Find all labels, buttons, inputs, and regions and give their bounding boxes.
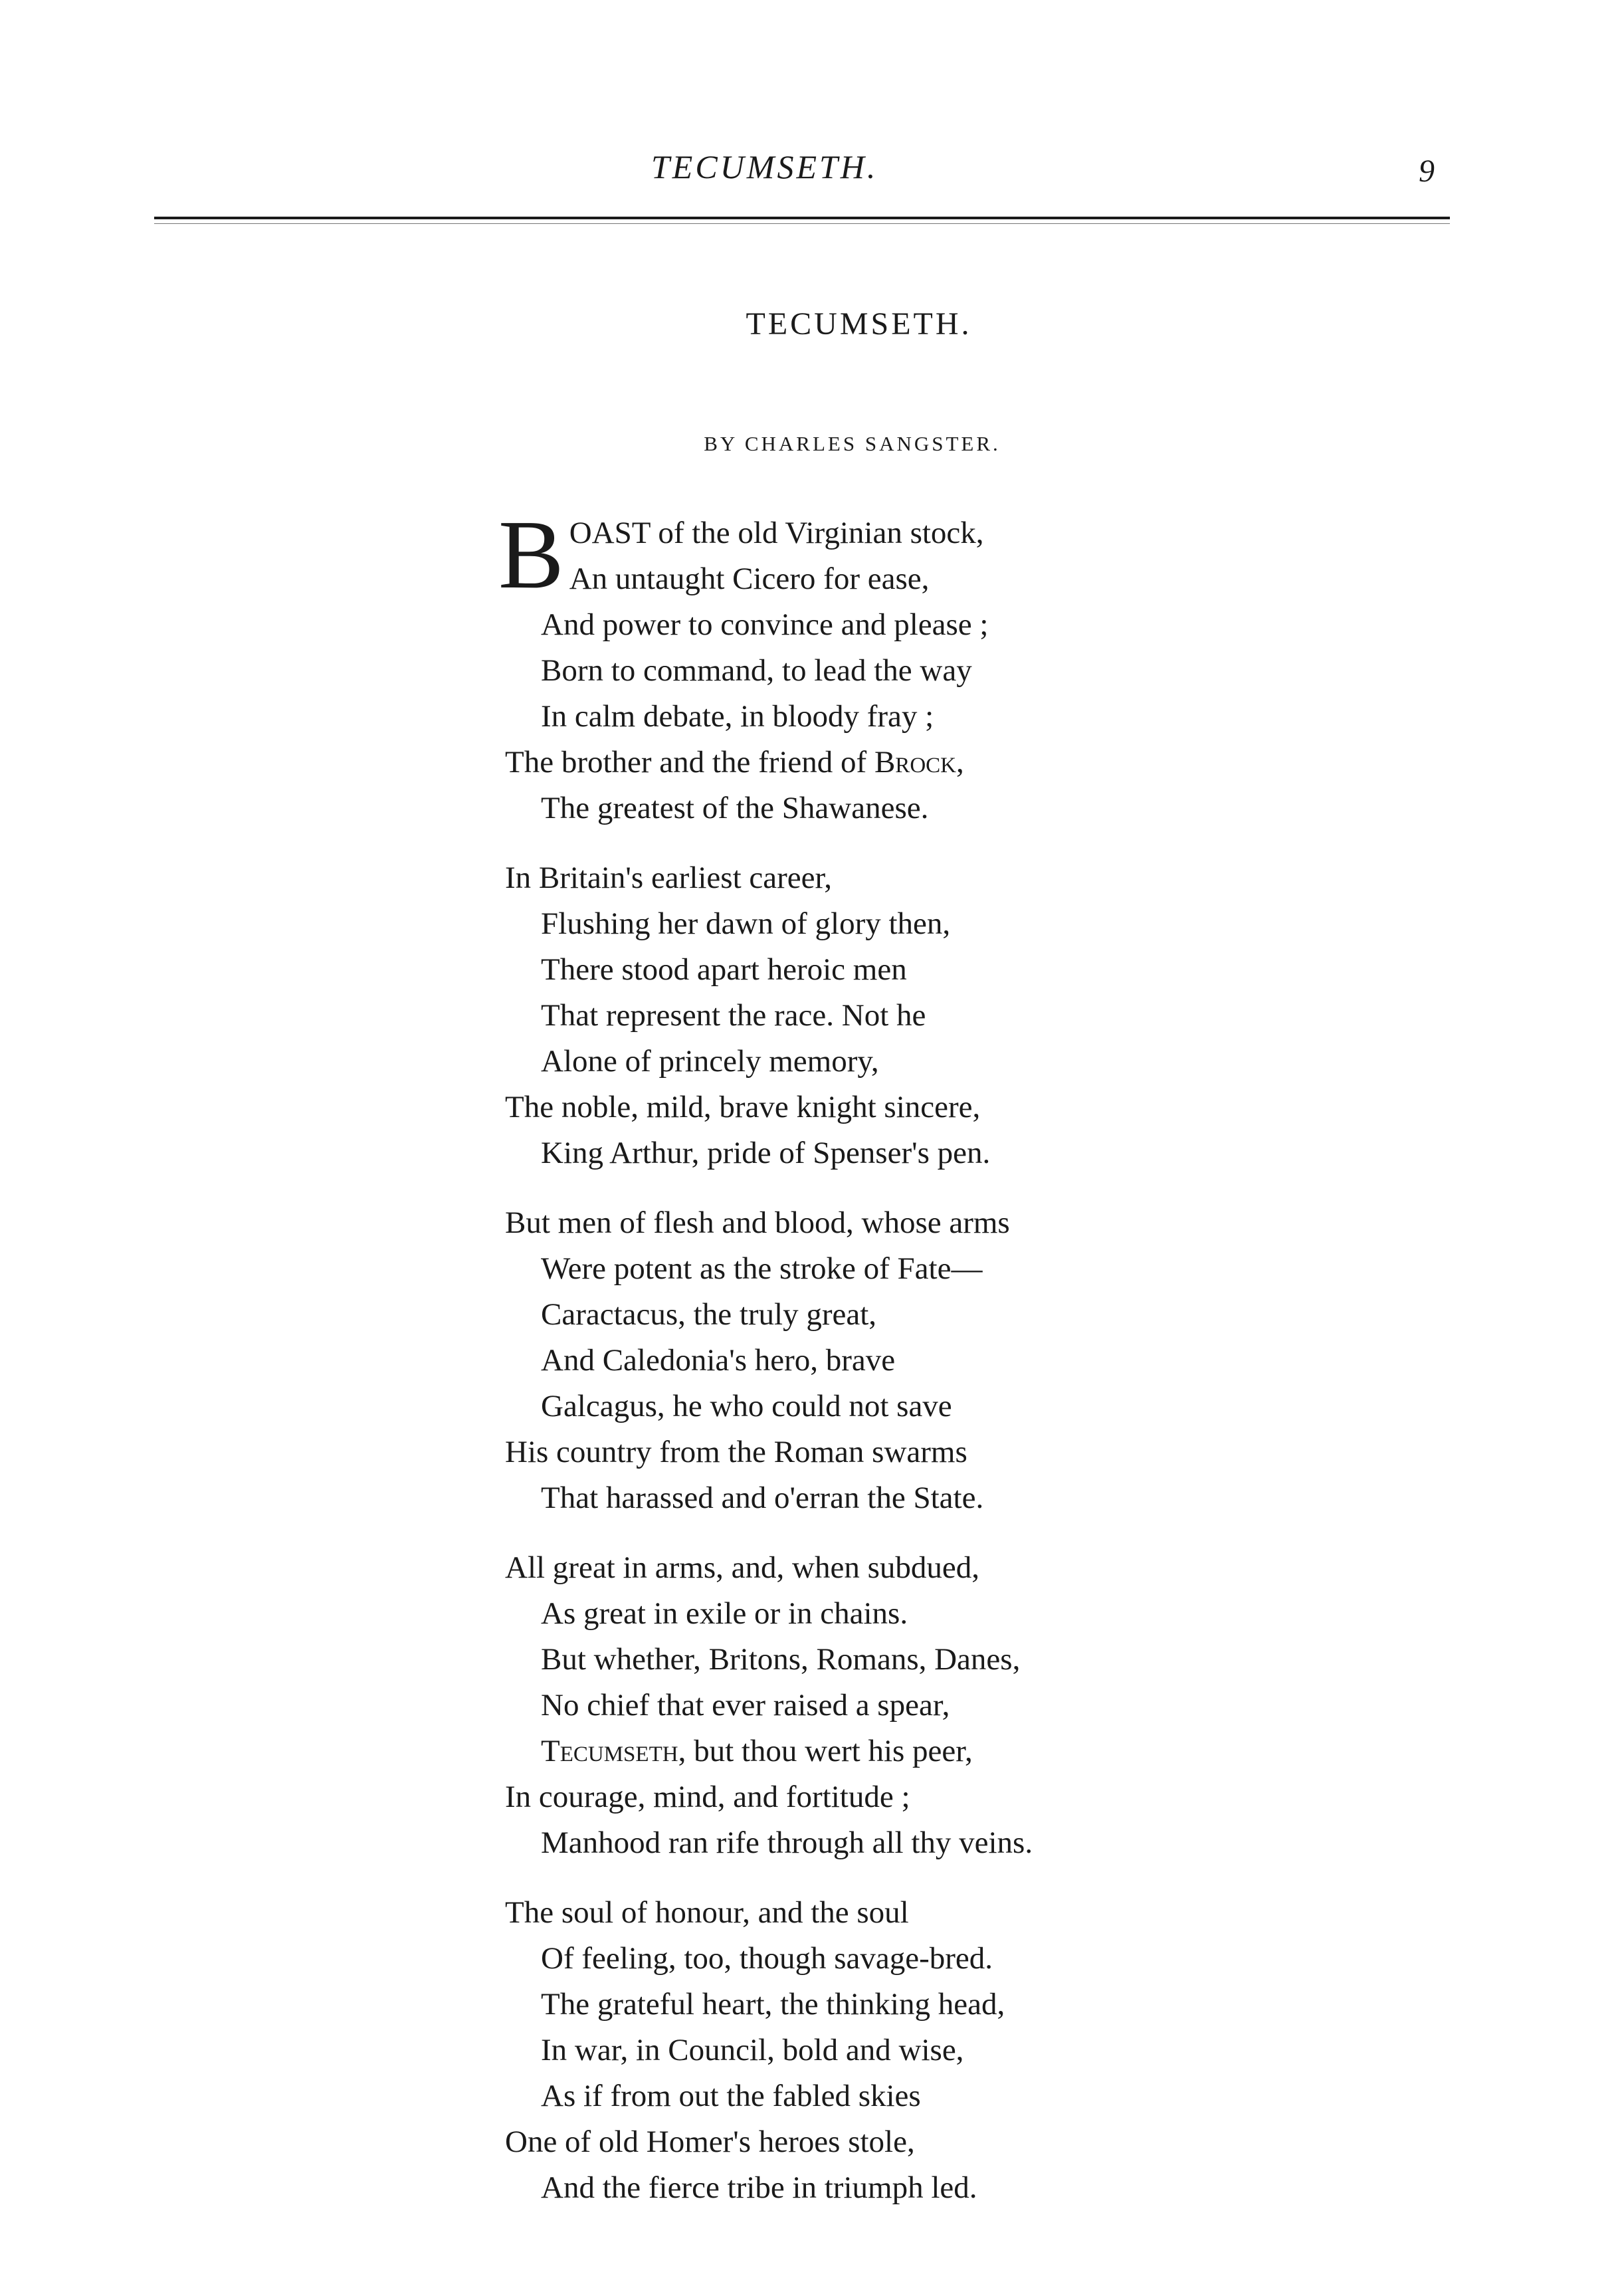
poem-line: His country from the Roman swarms xyxy=(505,1435,967,1469)
poem-line: No chief that ever raised a spear, xyxy=(541,1688,950,1722)
poem-line: Manhood ran rife through all thy veins. xyxy=(541,1826,1033,1860)
poem-line: Born to command, to lead the way xyxy=(541,653,972,688)
poem-line: Caractacus, the truly great, xyxy=(541,1297,877,1332)
poem-line: As great in exile or in chains. xyxy=(541,1596,908,1631)
poem-line: In Britain's earliest career, xyxy=(505,861,833,895)
poem-line: As if from out the fabled skies xyxy=(541,2079,921,2113)
poem-line: Tecumseth, but thou wert his peer, xyxy=(541,1734,973,1768)
poem-line: And the fierce tribe in triumph led. xyxy=(541,2170,977,2205)
poem-line: But whether, Britons, Romans, Danes, xyxy=(541,1642,1021,1677)
poem-line: Galcagus, he who could not save xyxy=(541,1389,952,1423)
poem-line: King Arthur, pride of Spenser's pen. xyxy=(541,1136,991,1170)
poem-title: TECUMSETH. xyxy=(746,306,972,342)
poem-line: The greatest of the Shawanese. xyxy=(541,791,929,825)
stanza xyxy=(505,1890,1435,2211)
stanza xyxy=(505,1200,1435,1521)
poem-line: One of old Homer's heroes stole, xyxy=(505,2125,915,2159)
poem-line: In calm debate, in bloody fray ; xyxy=(541,699,934,734)
poem-line: In courage, mind, and fortitude ; xyxy=(505,1780,910,1814)
poem-line: OAST of the old Virginian stock, xyxy=(569,516,984,550)
poem-line: An untaught Cicero for ease, xyxy=(569,562,930,596)
poem-line: That harassed and o'erran the State. xyxy=(541,1481,984,1515)
poem-line: In war, in Council, bold and wise, xyxy=(541,2033,964,2067)
poem-line: The brother and the friend of Brock, xyxy=(505,745,964,780)
poem-line: Flushing her dawn of glory then, xyxy=(541,906,951,941)
poem-body xyxy=(498,500,1435,2211)
poem-line: The soul of honour, and the soul xyxy=(505,1895,909,1930)
stanza xyxy=(505,855,1435,1176)
header-rule-thin xyxy=(154,223,1450,224)
poem-line: That represent the race. Not he xyxy=(541,998,926,1033)
poem-line: The grateful heart, the thinking head, xyxy=(541,1987,1005,2022)
poem-line: Of feeling, too, though savage-bred. xyxy=(541,1941,993,1976)
drop-cap: B xyxy=(498,500,564,609)
stanza xyxy=(505,1545,1435,1866)
running-title: TECUMSETH. xyxy=(651,148,878,185)
poem-line: And Caledonia's hero, brave xyxy=(541,1343,896,1378)
page-number: 9 xyxy=(1419,154,1435,189)
poem-line: There stood apart heroic men xyxy=(541,952,907,987)
poem-line: And power to convince and please ; xyxy=(541,607,989,642)
poem-line: Alone of princely memory, xyxy=(541,1044,879,1079)
poem-line: Were potent as the stroke of Fate— xyxy=(541,1251,983,1286)
poem-line: All great in arms, and, when subdued, xyxy=(505,1550,979,1585)
stanza xyxy=(498,500,1435,831)
poem-line: But men of flesh and blood, whose arms xyxy=(505,1205,1010,1240)
header-rule xyxy=(154,217,1450,219)
poem-byline: BY CHARLES SANGSTER. xyxy=(704,432,1001,455)
poem-line: The noble, mild, brave knight sincere, xyxy=(505,1090,981,1124)
